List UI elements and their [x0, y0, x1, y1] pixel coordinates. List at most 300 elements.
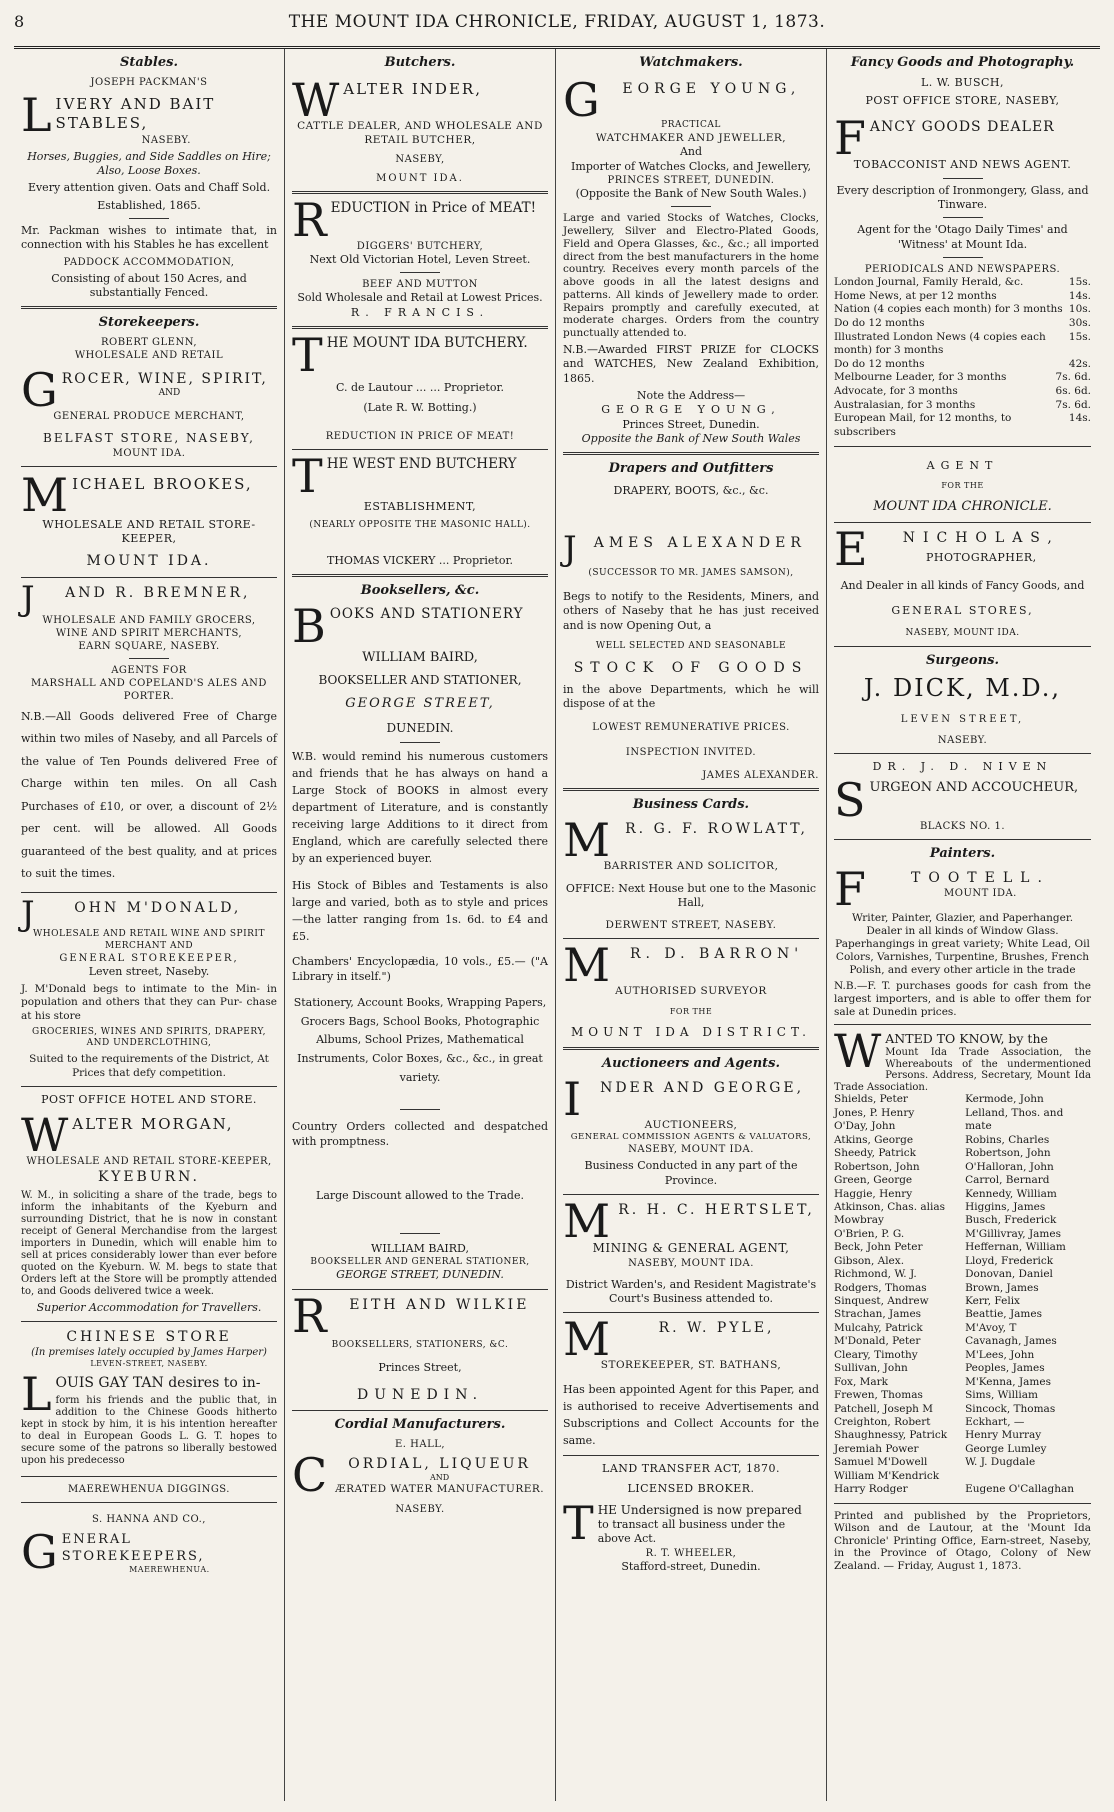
- ad-text: Consisting of about 150 Acres, and substantially Fenced.: [51, 271, 247, 299]
- divider: [21, 1086, 277, 1087]
- drop-cap: C: [292, 1447, 328, 1502]
- wanted-name: Jeremiah Power: [834, 1442, 919, 1455]
- divider: [834, 522, 1091, 523]
- ad-text: Mount Ida Trade Association, the Whereabouts of the undermentioned Persons. Address, Secretary, Mount Ida Trade Association.: [834, 1047, 1091, 1093]
- divider: [563, 1047, 819, 1050]
- wanted-name: Henry Murray: [965, 1429, 1042, 1442]
- ad-text: MOUNT IDA.: [944, 887, 1017, 899]
- ad-text: MOUNT IDA DISTRICT.: [571, 1025, 811, 1040]
- column-3: [556, 49, 827, 1801]
- ad-text: MOUNT IDA.: [112, 447, 186, 459]
- divider: [834, 839, 1091, 840]
- section-heading: Watchmakers.: [639, 55, 743, 70]
- drop-cap: W: [292, 72, 340, 127]
- ad-headline: R. H. C. HERTSLET,: [618, 1201, 815, 1218]
- ad-text: His Stock of Bibles and Testaments is also large and varied, both as to style and prices —the latter ranging from 1s. 6d. to £4 and £5.: [292, 879, 548, 944]
- ad-headline: AMES ALEXANDER: [593, 535, 806, 552]
- wanted-name: Kermode, John: [965, 1093, 1044, 1106]
- ad-text: Suited to the requirements of the District, At Prices that defy competition.: [29, 1052, 269, 1079]
- price-row: [834, 331, 1091, 358]
- names-column-left: [834, 1093, 960, 1496]
- wanted-name: Green, George: [834, 1174, 913, 1187]
- ad-text: form his friends and the public that, in addition to the Chinese Goods hitherto kept in stock by him, it is his intention hereafter to deal in European Goods L. G. T. hopes to secure some of the patrons so liberally bestowed upon his predecesso: [21, 1394, 277, 1466]
- drop-cap: E: [834, 522, 868, 577]
- drop-cap: M: [563, 1193, 611, 1248]
- price-item: London Journal, Family Herald, &c.: [834, 275, 1024, 288]
- ad-text: Has been appointed Agent for this Paper, and is authorised to receive Advertisements and Subscriptions and Collect Accounts for the same.: [563, 1382, 819, 1447]
- ad-text: WATCHMAKER AND JEWELLER,: [595, 131, 787, 144]
- ad-text: N.B.—Awarded FIRST PRIZE for CLOCKS and WATCHES, New Zealand Exhibition, 1865.: [563, 343, 819, 385]
- drop-cap: G: [21, 1524, 58, 1579]
- ad-text: Every description of Ironmongery, Glass, and Tinware.: [836, 183, 1089, 212]
- ad-text: LICENSED BROKER.: [627, 1482, 755, 1496]
- ad-text: BEEF AND MUTTON: [362, 279, 478, 291]
- ad-headline: ORDIAL, LIQUEUR: [348, 1455, 531, 1472]
- imprint: Printed and published by the Proprietors, Wilson and de Lautour, at the 'Mount Ida Chronicle' Printing Office, Earn-street, Naseby, in the Province of Otago, Colony of New Zealand. — Friday, August 1, 1873.: [834, 1509, 1091, 1572]
- ad-text: BOOKSELLERS, STATIONERS, &C.: [331, 1339, 509, 1350]
- ad-text: FOR THE: [941, 480, 984, 490]
- ad-headline: ANCY GOODS DEALER: [869, 119, 1055, 136]
- ad-text: MINING & GENERAL AGENT,: [592, 1240, 790, 1255]
- price-row: [834, 290, 1091, 304]
- ad-text: Next Old Victorian Hotel, Leven Street.: [309, 253, 531, 267]
- wanted-name: Lelland, Thos. and mate: [965, 1106, 1064, 1133]
- ad-text: Agent for the 'Otago Daily Times' and 'Witness' at Mount Ida.: [857, 223, 1068, 251]
- price-row: [834, 371, 1091, 385]
- price-item: Melbourne Leader, for 3 months: [834, 371, 1007, 384]
- wanted-name: [965, 1470, 1091, 1483]
- price-value: 6s. 6d.: [1055, 385, 1091, 398]
- ad-text: Princes Street, Dunedin.: [622, 417, 760, 431]
- divider: [943, 257, 983, 258]
- divider: [563, 452, 819, 455]
- ad-headline: ALTER MORGAN,: [72, 1115, 234, 1134]
- divider: [834, 646, 1091, 647]
- ad-text: NASEBY, MOUNT IDA.: [905, 627, 1020, 638]
- ad-text: Importer of Watches Clocks, and Jewellery,: [571, 159, 811, 173]
- price-row: [834, 317, 1091, 331]
- ad-text: W.B. would remind his numerous customers and friends that he has always on hand a Large Stock of BOOKS in almost every department of Literature, and is constantly receiving large Additions to it direct from England, which are carefully selected there by an experienced buyer.: [292, 749, 548, 866]
- ad-text: LOWEST REMUNERATIVE PRICES.: [592, 722, 790, 734]
- wanted-name: Richmond, W. J.: [834, 1268, 917, 1281]
- ad-headline: ENERAL STOREKEEPERS,: [61, 1531, 205, 1564]
- ad-headline: ANTED TO KNOW, by the: [885, 1031, 1048, 1047]
- divider: [834, 753, 1091, 754]
- drop-cap: L: [21, 1366, 52, 1421]
- ad-text: Stafford-street, Dunedin.: [621, 1559, 761, 1573]
- ad-text: WELL SELECTED AND SEASONABLE: [595, 640, 787, 651]
- ad-text: GENERAL COMMISSION AGENTS & VALUATORS,: [570, 1132, 812, 1143]
- wanted-name: O'Day, John: [834, 1120, 896, 1133]
- ad-text: L. W. BUSCH,: [920, 75, 1005, 89]
- divider: [129, 658, 169, 659]
- drop-cap: S: [834, 772, 866, 827]
- ad-text: R. T. WHEELER,: [645, 1547, 737, 1559]
- wanted-name: George Lumley: [965, 1442, 1047, 1455]
- ad-text: Chambers' Encyclopædia, 10 vols., £5.— ("A Library in itself."): [292, 955, 548, 983]
- divider: [21, 466, 277, 467]
- ad-headline: OOKS AND STATIONERY: [329, 605, 524, 622]
- price-item: Illustrated London News (4 copies each month) for 3 months: [834, 330, 1046, 357]
- ad-text: (Late R. W. Botting.): [363, 401, 477, 415]
- ad-text: GROCERIES, WINES AND SPIRITS, DRAPERY, AND UNDERCLOTHING,: [32, 1026, 266, 1049]
- ad-text: Large Discount allowed to the Trade.: [316, 1188, 524, 1202]
- ad-text: BOOKSELLER AND GENERAL STATIONER,: [310, 1256, 530, 1267]
- ad-headline: EITH AND WILKIE: [349, 1296, 530, 1313]
- names-column-right: [965, 1093, 1091, 1496]
- drop-cap: W: [834, 1024, 882, 1079]
- wanted-name: Lloyd, Frederick: [965, 1254, 1054, 1267]
- ad-text: EARN SQUARE, NASEBY.: [78, 640, 220, 652]
- wanted-name: Higgins, James: [965, 1200, 1046, 1213]
- ad-text: NASEBY,: [395, 154, 445, 166]
- wanted-name: Robins, Charles: [965, 1133, 1050, 1146]
- wanted-name: O'Brien, P. G.: [834, 1227, 905, 1240]
- ad-text: DR. J. D. NIVEN: [872, 759, 1053, 773]
- ad-text: PHOTOGRAPHER,: [925, 551, 1037, 565]
- ad-text: ROBERT GLENN,: [100, 337, 198, 349]
- ad-text: INSPECTION INVITED.: [625, 747, 757, 759]
- masthead-title: THE MOUNT IDA CHRONICLE, FRIDAY, AUGUST 1, 1873.: [288, 12, 826, 32]
- ad-text: GEORGE YOUNG,: [601, 403, 781, 417]
- price-value: 15s.: [1068, 330, 1091, 343]
- ad-headline: EDUCTION in Price of MEAT!: [330, 200, 537, 217]
- ad-headline: ICHAEL BROOKES,: [72, 474, 253, 493]
- price-item: Advocate, for 3 months: [834, 385, 958, 398]
- section-heading: Auctioneers and Agents.: [602, 1055, 780, 1071]
- wanted-name: Creighton, Robert: [834, 1415, 931, 1428]
- wanted-name: Sheedy, Patrick: [834, 1147, 917, 1160]
- section-heading: Butchers.: [384, 55, 456, 70]
- ad-text: Every attention given. Oats and Chaff Sold.: [27, 181, 271, 195]
- wanted-name: Cavanagh, James: [965, 1335, 1057, 1348]
- divider: [21, 577, 277, 578]
- ad-text: Opposite the Bank of New South Wales: [581, 431, 801, 445]
- drop-cap: B: [292, 598, 326, 653]
- price-row: [834, 385, 1091, 399]
- wanted-name: Frewen, Thomas: [834, 1389, 923, 1402]
- ad-text: JAMES ALEXANDER.: [702, 770, 819, 782]
- wanted-name: Haggie, Henry: [834, 1187, 913, 1200]
- ad-text: WINE AND SPIRIT MERCHANTS,: [55, 627, 243, 639]
- ad-text: Superior Accommodation for Travellers.: [36, 1300, 262, 1314]
- wanted-name: Strachan, James: [834, 1308, 922, 1321]
- price-value: 14s.: [1068, 412, 1091, 425]
- wanted-name: William M'Kendrick: [834, 1469, 940, 1482]
- ad-text: STOCK OF GOODS: [573, 659, 809, 676]
- ad-text: Business Conducted in any part of the Province.: [584, 1159, 798, 1187]
- drop-cap: F: [834, 861, 866, 916]
- wanted-names-list: [834, 1093, 1091, 1496]
- ad-headline: R. W. PYLE,: [658, 1320, 775, 1337]
- drop-cap: J: [21, 578, 35, 619]
- wanted-name: Busch, Frederick: [965, 1214, 1057, 1227]
- ad-text: LAND TRANSFER ACT, 1870.: [602, 1461, 780, 1475]
- wanted-name: W. J. Dugdale: [965, 1456, 1036, 1469]
- ad-text: DRAPERY, BOOTS, &c., &c.: [613, 484, 769, 498]
- wanted-name: Fox, Mark: [834, 1375, 889, 1388]
- wanted-name: Rodgers, Thomas: [834, 1281, 927, 1294]
- drop-cap: T: [292, 328, 323, 383]
- wanted-name: Shields, Peter: [834, 1093, 908, 1106]
- wanted-name: Jones, P. Henry: [834, 1106, 915, 1119]
- ad-text: MOUNT IDA CHRONICLE.: [873, 499, 1052, 515]
- drop-cap: G: [563, 72, 600, 127]
- wanted-name: Mulcahy, Patrick: [834, 1321, 923, 1334]
- ad-text: E. HALL,: [394, 1438, 446, 1450]
- drop-cap: I: [563, 1071, 582, 1126]
- ad-text: FOR THE: [669, 1006, 713, 1016]
- ad-headline: HE MOUNT IDA BUTCHERY.: [326, 335, 528, 352]
- price-item: Do do 12 months: [834, 316, 925, 329]
- divider: [834, 446, 1091, 447]
- price-value: 30s.: [1068, 316, 1091, 329]
- price-row: [834, 303, 1091, 317]
- ad-text: LEVEN-STREET, NASEBY.: [90, 1359, 208, 1369]
- wanted-name: M'Lees, John: [965, 1348, 1035, 1361]
- ad-text: AUTHORISED SURVEYOR: [615, 985, 767, 998]
- column-1: [14, 49, 285, 1801]
- divider: [671, 206, 711, 207]
- ad-text: R. FRANCIS.: [350, 305, 490, 319]
- wanted-name: M'Donald, Peter: [834, 1335, 921, 1348]
- section-heading: Painters.: [929, 845, 996, 861]
- ad-text: W. M., in soliciting a share of the trade, begs to inform the inhabitants of the Kyeburn and surrounding District, that he is now in constant receipt of General Merchandise from the largest importers in Dunedin, which will enable him to sell at prices considerably lower than ever before quoted on the Kyeburn. W. M. begs to state that Orders left at the Store will be promptly attended to, and Goods delivered twice a week.: [21, 1189, 277, 1297]
- wanted-name: Gibson, Alex.: [834, 1254, 905, 1267]
- ad-text: POST OFFICE STORE, NASEBY,: [865, 94, 1060, 108]
- drop-cap: M: [563, 1312, 611, 1367]
- ad-text: MAEREWHENUA.: [129, 1565, 210, 1575]
- wanted-name: Eugene O'Callaghan: [965, 1483, 1075, 1496]
- drop-cap: M: [563, 938, 611, 993]
- section-heading: Booksellers, &c.: [360, 582, 480, 598]
- drop-cap: R: [292, 1288, 327, 1343]
- ad-text: REDUCTION IN PRICE OF MEAT!: [325, 430, 515, 442]
- drop-cap: J: [563, 529, 577, 570]
- ad-text: PRACTICAL: [661, 119, 721, 130]
- ad-text: AGENTS FOR: [111, 664, 187, 676]
- ad-headline: R. G. F. ROWLATT,: [625, 821, 808, 838]
- ad-text: OFFICE: Next House but one to the Masonic Hall,: [565, 881, 817, 910]
- wanted-name: Robertson, John: [834, 1160, 920, 1173]
- divider: [21, 1476, 277, 1477]
- ad-headline: URGEON AND ACCOUCHEUR,: [869, 779, 1079, 795]
- ad-text: WHOLESALE AND RETAIL: [74, 350, 224, 362]
- divider: [292, 326, 548, 329]
- wanted-name: Eckhart, —: [965, 1415, 1025, 1428]
- wanted-name: Sullivan, John: [834, 1362, 908, 1375]
- divider: [400, 742, 440, 743]
- ad-headline: OUIS GAY TAN desires to in-: [55, 1374, 261, 1391]
- divider: [834, 1503, 1091, 1504]
- ad-text: WHOLESALE AND FAMILY GROCERS,: [42, 614, 256, 626]
- wanted-name: Cleary, Timothy: [834, 1348, 918, 1361]
- drop-cap: T: [563, 1495, 594, 1550]
- ad-text: District Warden's, and Resident Magistrate's Court's Business attended to.: [565, 1277, 817, 1305]
- wanted-name: Brown, James: [965, 1281, 1039, 1294]
- ad-text: AUCTIONEERS,: [644, 1118, 738, 1131]
- ad-text: Stationery, Account Books, Wrapping Papers, Grocers Bags, School Books, Photographic Albums, School Prizes, Mathematical Instruments, Color Boxes, &c., &c., in great variety.: [293, 995, 547, 1084]
- ad-text: to transact all business under the above Act.: [597, 1518, 786, 1546]
- section-heading: Stables.: [120, 55, 178, 70]
- divider: [563, 1455, 819, 1456]
- price-value: 7s. 6d.: [1055, 398, 1091, 411]
- divider: [292, 1410, 548, 1411]
- ad-text: TOBACCONIST AND NEWS AGENT.: [853, 158, 1072, 172]
- ad-headline: ROCER, WINE, SPIRIT,: [61, 371, 268, 388]
- divider: [292, 574, 548, 577]
- price-row: [834, 276, 1091, 290]
- ad-text: N.B.—F. T. purchases goods for cash from the largest importers, and is able to offer them for sale at Dunedin prices.: [834, 980, 1091, 1018]
- wanted-name: O'Halloran, John: [965, 1160, 1054, 1173]
- ad-text: NASEBY.: [395, 1503, 445, 1515]
- divider: [943, 178, 983, 179]
- ad-text: N.B.—All Goods delivered Free of Charge within two miles of Naseby, and all Parcels of the value of Ten Pounds delivered Free of Charge within ten miles. On all Cash Purchases of £10, or over, a discount of 2½ per cent. will be allowed. All Goods guaranteed of the best quality, and at prices to suit the times.: [21, 709, 277, 881]
- ad-text: BELFAST STORE, NASEBY,: [43, 431, 255, 446]
- masthead: [14, 12, 1100, 49]
- price-item: Australasian, for 3 months: [834, 398, 976, 411]
- ad-text: WILLIAM BAIRD,: [371, 1242, 469, 1256]
- ad-text: NASEBY.: [141, 134, 191, 146]
- wanted-name: Sinquest, Andrew: [834, 1295, 929, 1307]
- ad-text: GEORGE STREET, DUNEDIN.: [336, 1268, 504, 1282]
- ad-text: DUNEDIN.: [356, 1386, 484, 1403]
- drop-cap: M: [563, 813, 611, 868]
- divider: [943, 217, 983, 218]
- wanted-name: Atkinson, Chas. alias Mowbray: [834, 1200, 945, 1227]
- price-value: 15s.: [1068, 275, 1091, 288]
- divider: [400, 1233, 440, 1234]
- ad-headline: OHN M'DONALD,: [74, 899, 242, 916]
- divider: [563, 788, 819, 791]
- divider: [21, 1502, 277, 1503]
- ad-text: Large and varied Stocks of Watches, Clocks, Jewellery, Silver and Electro-Plated Goods, Field and Opera Glasses, &c., &c.; all imported direct from the best manufacturers in the home country. Receives every month parcels of the above goods in all the latest designs and patterns. All kinds of Jewellery made to order. Repairs promptly and carefully executed, at moderate charges. Orders from the country punctually attended to.: [563, 212, 819, 340]
- ad-text: C. de Lautour ... ... Proprietor.: [335, 381, 505, 395]
- ad-text: ÆRATED WATER MANUFACTURER.: [335, 1483, 545, 1496]
- ad-headline: EORGE YOUNG,: [622, 80, 801, 97]
- ad-text: BARRISTER AND SOLICITOR,: [603, 860, 779, 873]
- page-number: 8: [14, 12, 25, 31]
- ad-headline: HE Undersigned is now prepared: [597, 1502, 802, 1517]
- price-value: 42s.: [1068, 357, 1091, 370]
- wanted-name: Beck, John Peter: [834, 1241, 923, 1254]
- ad-text: STOREKEEPER, ST. BATHANS,: [600, 1359, 782, 1372]
- price-row: [834, 358, 1091, 372]
- divider: [21, 1321, 277, 1322]
- ad-headline: IVERY AND BAIT STABLES,: [55, 94, 216, 133]
- drop-cap: T: [292, 448, 323, 503]
- ad-text: GENERAL PRODUCE MERCHANT,: [53, 411, 245, 423]
- ad-text: AND: [158, 388, 181, 399]
- ad-text: (In premises lately occupied by James Harper): [31, 1347, 267, 1359]
- wanted-name: M'Avoy, T: [965, 1321, 1017, 1334]
- ad-headline: AND R. BREMNER,: [65, 584, 251, 601]
- ad-text: (SUCCESSOR TO MR. JAMES SAMSON),: [588, 568, 794, 579]
- price-row: [834, 399, 1091, 413]
- ad-text: Begs to notify to the Residents, Miners, and others of Naseby that he has just received and is now Opening Out, a: [563, 590, 819, 632]
- divider: [21, 306, 277, 309]
- divider: [292, 449, 548, 450]
- divider: [129, 218, 169, 219]
- ad-text: DERWENT STREET, NASEBY.: [605, 918, 777, 931]
- wanted-name: Donovan, Daniel: [965, 1268, 1053, 1281]
- price-list: [834, 276, 1091, 440]
- ad-text: MARSHALL AND COPELAND'S ALES AND PORTER.: [31, 677, 267, 702]
- ad-text: THOMAS VICKERY ... Proprietor.: [326, 553, 514, 567]
- wanted-name: Sims, William: [965, 1389, 1038, 1402]
- ad-text: S. HANNA AND CO.,: [92, 1513, 206, 1525]
- ad-text: Established, 1865.: [97, 198, 201, 212]
- wanted-name: Shaughnessy, Patrick: [834, 1429, 948, 1442]
- drop-cap: J: [21, 893, 35, 934]
- ad-text: Princes Street,: [378, 1361, 462, 1375]
- wanted-name: Sincock, Thomas: [965, 1402, 1056, 1415]
- ad-text: WILLIAM BAIRD,: [362, 649, 478, 665]
- ad-text: NASEBY, MOUNT IDA.: [628, 1144, 754, 1156]
- column-2: [285, 49, 556, 1801]
- ad-headline: HE WEST END BUTCHERY: [326, 455, 517, 472]
- wanted-name: Peoples, James: [965, 1362, 1045, 1375]
- wanted-name: M'Kenna, James: [965, 1375, 1051, 1388]
- divider: [292, 1289, 548, 1290]
- drop-cap: M: [21, 467, 69, 522]
- ad-text: PERIODICALS AND NEWSPAPERS.: [864, 263, 1061, 275]
- ad-text: (NEARLY OPPOSITE THE MASONIC HALL).: [309, 519, 531, 530]
- wanted-name: Kerr, Felix: [965, 1295, 1020, 1307]
- ad-text: GENERAL STOREKEEPER,: [59, 953, 239, 965]
- drop-cap: R: [292, 193, 327, 248]
- ad-text: Country Orders collected and despatched with promptness.: [292, 1120, 548, 1148]
- ad-text: LEVEN STREET,: [900, 713, 1025, 725]
- ad-text: CATTLE DEALER, AND WHOLESALE AND RETAIL BUTCHER,: [297, 119, 543, 146]
- ad-text: And: [679, 145, 703, 159]
- ad-text: WHOLESALE AND RETAIL STORE-KEEPER,: [26, 1156, 272, 1168]
- ad-text: (Opposite the Bank of New South Wales.): [575, 186, 807, 200]
- section-heading: Cordial Manufacturers.: [334, 1416, 506, 1432]
- price-item: European Mail, for 12 months, to subscribers: [834, 412, 1012, 439]
- ad-packman: [21, 87, 277, 147]
- ad-text: J. M'Donald begs to intimate to the Min- in population and others that they can Pur- chase at his store: [21, 982, 277, 1022]
- ad-text: in the above Departments, which he will dispose of at the: [563, 682, 819, 711]
- wanted-name: Beattie, James: [965, 1308, 1042, 1321]
- ad-headline: NDER AND GEORGE,: [600, 1079, 805, 1096]
- ad-text: GEORGE STREET,: [345, 696, 495, 712]
- drop-cap: W: [21, 1108, 69, 1163]
- divider: [400, 272, 440, 273]
- ad-text: POST OFFICE HOTEL AND STORE.: [41, 1093, 257, 1107]
- ad-text: JOSEPH PACKMAN'S: [90, 76, 208, 88]
- drop-cap: L: [21, 87, 52, 142]
- price-item: Nation (4 copies each month) for 3 months: [834, 303, 1063, 316]
- section-heading: Drapers and Outfitters: [608, 461, 774, 477]
- ad-text: Mr. Packman wishes to intimate that, in connection with his Stables he has excellent: [21, 224, 277, 252]
- ad-text: PADDOCK ACCOMMODATION,: [63, 256, 235, 268]
- drop-cap: F: [834, 111, 866, 166]
- ad-text: Writer, Painter, Glazier, and Paperhanger. Dealer in all kinds of Window Glass. Paperhangings in great variety; White Lead, Oil Colors, Varnishes, Turpentine, Brushes, French Polish, and every other article in the trade: [835, 911, 1090, 977]
- ad-text: NASEBY, MOUNT IDA.: [628, 1257, 754, 1269]
- wanted-name: Harry Rodger: [834, 1483, 908, 1496]
- divider: [400, 1109, 440, 1110]
- ad-headline: R. D. BARRON': [629, 946, 804, 963]
- wanted-name: Carrol, Bernard: [965, 1174, 1050, 1187]
- wanted-name: Kennedy, William: [965, 1187, 1057, 1200]
- section-heading: Storekeepers.: [98, 315, 200, 331]
- ad-text: DIGGERS' BUTCHERY,: [356, 241, 484, 253]
- ad-text: MOUNT IDA.: [376, 173, 464, 185]
- ad-text: ESTABLISHMENT,: [363, 499, 477, 513]
- wanted-name: Patchell, Joseph M: [834, 1402, 934, 1415]
- section-heading: Fancy Goods and Photography.: [850, 55, 1075, 70]
